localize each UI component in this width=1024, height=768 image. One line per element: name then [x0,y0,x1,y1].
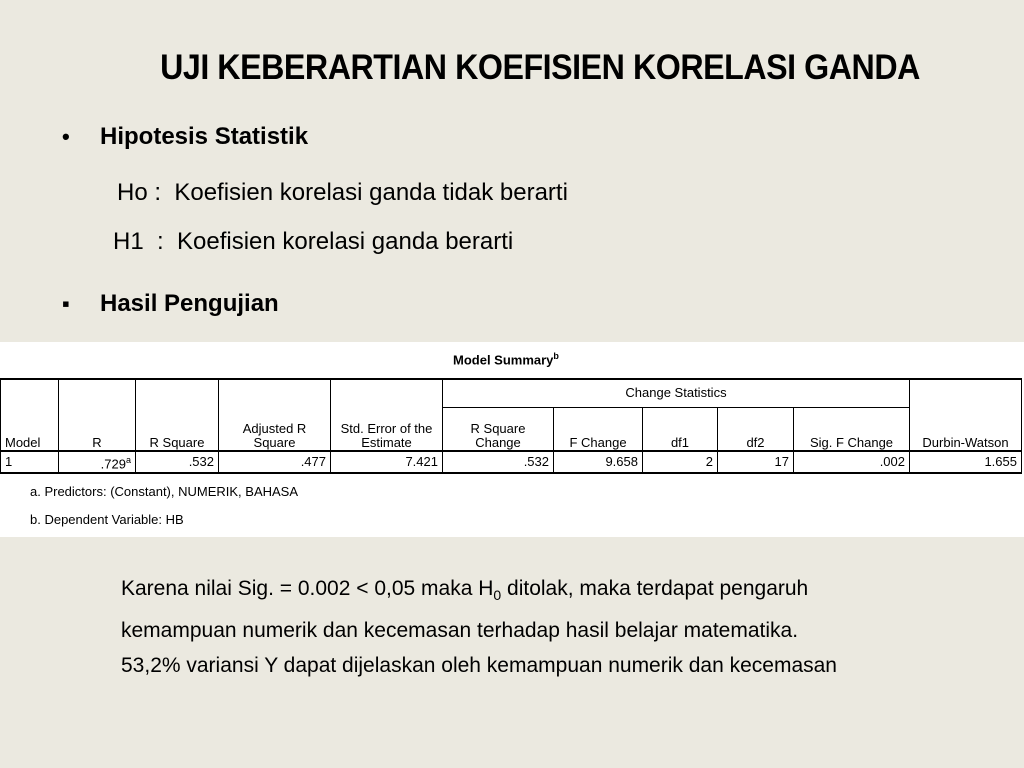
header-change-statistics: Change Statistics [443,379,910,407]
bullet-dot-icon: • [62,124,70,149]
header-durbin-watson: Durbin-Watson [910,379,1022,451]
cell-f-change: 9.658 [554,451,643,473]
header-adjusted-r-square: Adjusted R Square [219,379,331,451]
cell-r-square: .532 [136,451,219,473]
cell-std-error: 7.421 [331,451,443,473]
model-summary-table [0,378,1022,474]
header-r-square-change: R Square Change [443,407,554,451]
header-df1: df1 [643,407,718,451]
conclusion-line-1: Karena nilai Sig. = 0.002 < 0,05 maka $H_0$ ditolak, maka terdapat pengaruh [121,577,809,604]
cell-adjusted-r-square: .477 [219,451,331,473]
table-row [1,451,1022,473]
header-r: R [59,379,136,451]
header-r-square: R Square [136,379,219,451]
conclusion-line-2: kemampuan numerik dan kecemasan terhadap hasil belajar matematika. [121,619,799,643]
header-model: Model [1,379,59,451]
results-heading: Hasil Pengujian [100,290,279,317]
null-hypothesis: Ho : Koefisien korelasi ganda tidak berarti [117,179,568,206]
footnote-dependent-variable: b. Dependent Variable: HB [30,512,184,527]
alternative-hypothesis: H1 : Koefisien korelasi ganda berarti [113,228,514,255]
cell-model: 1 [1,451,59,473]
conclusion-text [121,571,1011,683]
hypothesis-heading: Hipotesis Statistik [100,123,309,150]
footnote-predictors: a. Predictors: (Constant), NUMERIK, BAHASA [30,484,299,499]
cell-durbin-watson: 1.655 [910,451,1022,473]
cell-r-square-change: .532 [443,451,554,473]
model-summary-panel [0,342,1024,537]
model-summary-title: Model Summary$^b$ [453,351,559,368]
results-heading-row [62,290,279,318]
header-df2: df2 [718,407,794,451]
cell-sig-f-change: .002 [794,451,910,473]
conclusion-line-3: 53,2% variansi Y dapat dijelaskan oleh kemampuan numerik dan kecemasan [121,654,837,678]
hypothesis-heading-row [62,123,308,151]
bullet-square-icon: ▪ [62,291,70,316]
cell-df1: 2 [643,451,718,473]
cell-df2: 17 [718,451,794,473]
cell-r: .729$^a$ [59,451,136,473]
slide-title: UJI KEBERARTIAN KOEFISIEN KORELASI GANDA [160,48,920,87]
header-sig-f-change: Sig. F Change [794,407,910,451]
header-f-change: F Change [554,407,643,451]
header-std-error: Std. Error of the Estimate [331,379,443,451]
